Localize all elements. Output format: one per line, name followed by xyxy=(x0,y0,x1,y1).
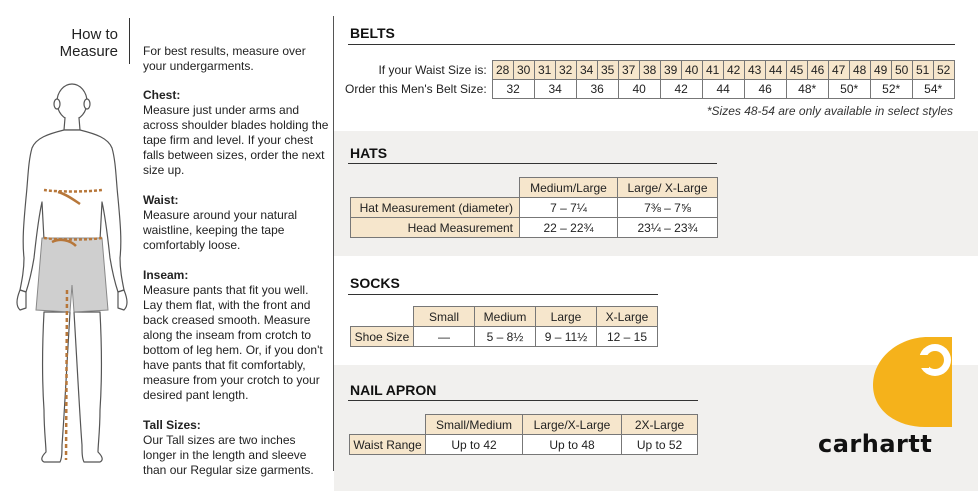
belt-cell: 40 xyxy=(618,80,660,99)
inseam-heading: Inseam: xyxy=(143,268,189,282)
belt-cell: 36 xyxy=(576,80,618,99)
belt-size-row xyxy=(345,80,954,99)
waist-size-row xyxy=(345,61,954,80)
sock-cell: — xyxy=(414,327,475,347)
chest-instructions xyxy=(143,88,329,178)
sock-cell: 5 – 8½ xyxy=(475,327,536,347)
waist-cell: 30 xyxy=(513,61,534,80)
waist-cell: 52 xyxy=(933,61,954,80)
belt-size-note: *Sizes 48-54 are only available in select styles xyxy=(706,104,953,118)
waist-cell: 42 xyxy=(723,61,744,80)
hat-row-label: Head Measurement xyxy=(351,218,520,238)
socks-title-rule xyxy=(348,294,658,295)
hat-cell: 7 – 7¼ xyxy=(520,198,618,218)
apron-cell: Up to 48 xyxy=(523,435,622,455)
apron-row xyxy=(350,435,698,455)
hat-header-row xyxy=(351,178,718,198)
waist-cell: 49 xyxy=(870,61,891,80)
apron-row-label: Waist Range xyxy=(350,435,426,455)
hat-cell: 23¼ – 23¾ xyxy=(618,218,718,238)
apron-cell: Up to 52 xyxy=(622,435,698,455)
waist-cell: 48 xyxy=(849,61,870,80)
title-line-2: Measure xyxy=(59,43,118,60)
nail-apron-title-rule xyxy=(348,400,698,401)
blank-cell xyxy=(351,178,520,198)
apron-header: Small/Medium xyxy=(426,415,523,435)
waist-text: Measure around your natural waistline, keeping the tape comfortably loose. xyxy=(143,208,298,252)
body-measurement-figure xyxy=(8,80,136,472)
sock-size-table xyxy=(350,306,658,347)
waist-instructions xyxy=(143,193,329,253)
waist-cell: 43 xyxy=(744,61,765,80)
waist-cell: 37 xyxy=(618,61,639,80)
belts-title-rule xyxy=(348,44,955,45)
waist-cell: 39 xyxy=(660,61,681,80)
apron-cell: Up to 42 xyxy=(426,435,523,455)
hat-row-label: Hat Measurement (diameter) xyxy=(351,198,520,218)
waist-cell: 32 xyxy=(555,61,576,80)
belt-cell: 42 xyxy=(660,80,702,99)
belt-cell: 54* xyxy=(912,80,954,99)
inseam-text: Measure pants that fit you well. Lay them flat, with the front and back creased smooth. Measure along the inseam from crotch to bottom of leg hem. Or, if you don't have pants that fit comfortably, measure from your crotch to your desired pant length. xyxy=(143,283,323,402)
sock-header: Large xyxy=(536,307,597,327)
chest-heading: Chest: xyxy=(143,88,181,102)
waist-cell: 31 xyxy=(534,61,555,80)
belt-cell: 32 xyxy=(492,80,534,99)
sock-header: Small xyxy=(414,307,475,327)
brand-wordmark: carhartt xyxy=(818,430,933,458)
hat-header: Medium/Large xyxy=(520,178,618,198)
waist-cell: 45 xyxy=(786,61,807,80)
hats-title: HATS xyxy=(350,145,388,161)
waist-cell: 40 xyxy=(681,61,702,80)
waist-cell: 50 xyxy=(891,61,912,80)
tall-instructions xyxy=(143,418,329,478)
waist-size-label: If your Waist Size is: xyxy=(378,63,487,77)
hat-header: Large/ X-Large xyxy=(618,178,718,198)
sock-cell: 12 – 15 xyxy=(597,327,658,347)
belt-cell: 52* xyxy=(870,80,912,99)
waist-cell: 46 xyxy=(807,61,828,80)
waist-cell: 41 xyxy=(702,61,723,80)
belt-cell: 34 xyxy=(534,80,576,99)
belt-size-label: Order this Men's Belt Size: xyxy=(345,82,487,96)
hat-cell: 22 – 22¾ xyxy=(520,218,618,238)
sock-header: Medium xyxy=(475,307,536,327)
waist-cell: 35 xyxy=(597,61,618,80)
how-to-measure-title xyxy=(40,26,118,60)
sock-row xyxy=(351,327,658,347)
waist-cell: 38 xyxy=(639,61,660,80)
waist-cell: 28 xyxy=(492,61,513,80)
nail-apron-size-table xyxy=(349,414,698,455)
belt-cell: 46 xyxy=(744,80,786,99)
belts-title: BELTS xyxy=(350,25,395,41)
intro-text: For best results, measure over your undergarments. xyxy=(143,44,306,73)
sock-header: X-Large xyxy=(597,307,658,327)
belt-cell: 50* xyxy=(828,80,870,99)
nail-apron-title: NAIL APRON xyxy=(350,382,437,398)
chest-text: Measure just under arms and across shoulder blades holding the tape firm and level. If your chest falls between sizes, order the next size up. xyxy=(143,103,329,177)
hat-cell: 7⅜ – 7⅝ xyxy=(618,198,718,218)
title-divider xyxy=(129,18,130,64)
sock-header-row xyxy=(351,307,658,327)
apron-header-row xyxy=(350,415,698,435)
sock-cell: 9 – 11½ xyxy=(536,327,597,347)
blank-cell xyxy=(350,415,426,435)
socks-title: SOCKS xyxy=(350,275,400,291)
sock-row-label: Shoe Size xyxy=(351,327,414,347)
blank-cell xyxy=(351,307,414,327)
waist-cell: 44 xyxy=(765,61,786,80)
hat-row xyxy=(351,218,718,238)
waist-cell: 47 xyxy=(828,61,849,80)
hat-size-table xyxy=(350,177,718,238)
inseam-instructions xyxy=(143,268,329,403)
waist-cell: 51 xyxy=(912,61,933,80)
belt-cell: 44 xyxy=(702,80,744,99)
hat-row xyxy=(351,198,718,218)
apron-header: Large/X-Large xyxy=(523,415,622,435)
hats-title-rule xyxy=(348,163,717,164)
waist-heading: Waist: xyxy=(143,193,179,207)
apron-header: 2X-Large xyxy=(622,415,698,435)
measurement-instructions xyxy=(143,44,329,491)
belt-cell: 48* xyxy=(786,80,828,99)
belt-size-table xyxy=(345,60,955,99)
title-line-1: How to xyxy=(71,26,118,43)
waist-cell: 34 xyxy=(576,61,597,80)
tall-text: Our Tall sizes are two inches longer in the length and sleeve than our Regular size garments. xyxy=(143,433,314,477)
tall-heading: Tall Sizes: xyxy=(143,418,201,432)
how-to-measure-panel xyxy=(0,0,333,491)
